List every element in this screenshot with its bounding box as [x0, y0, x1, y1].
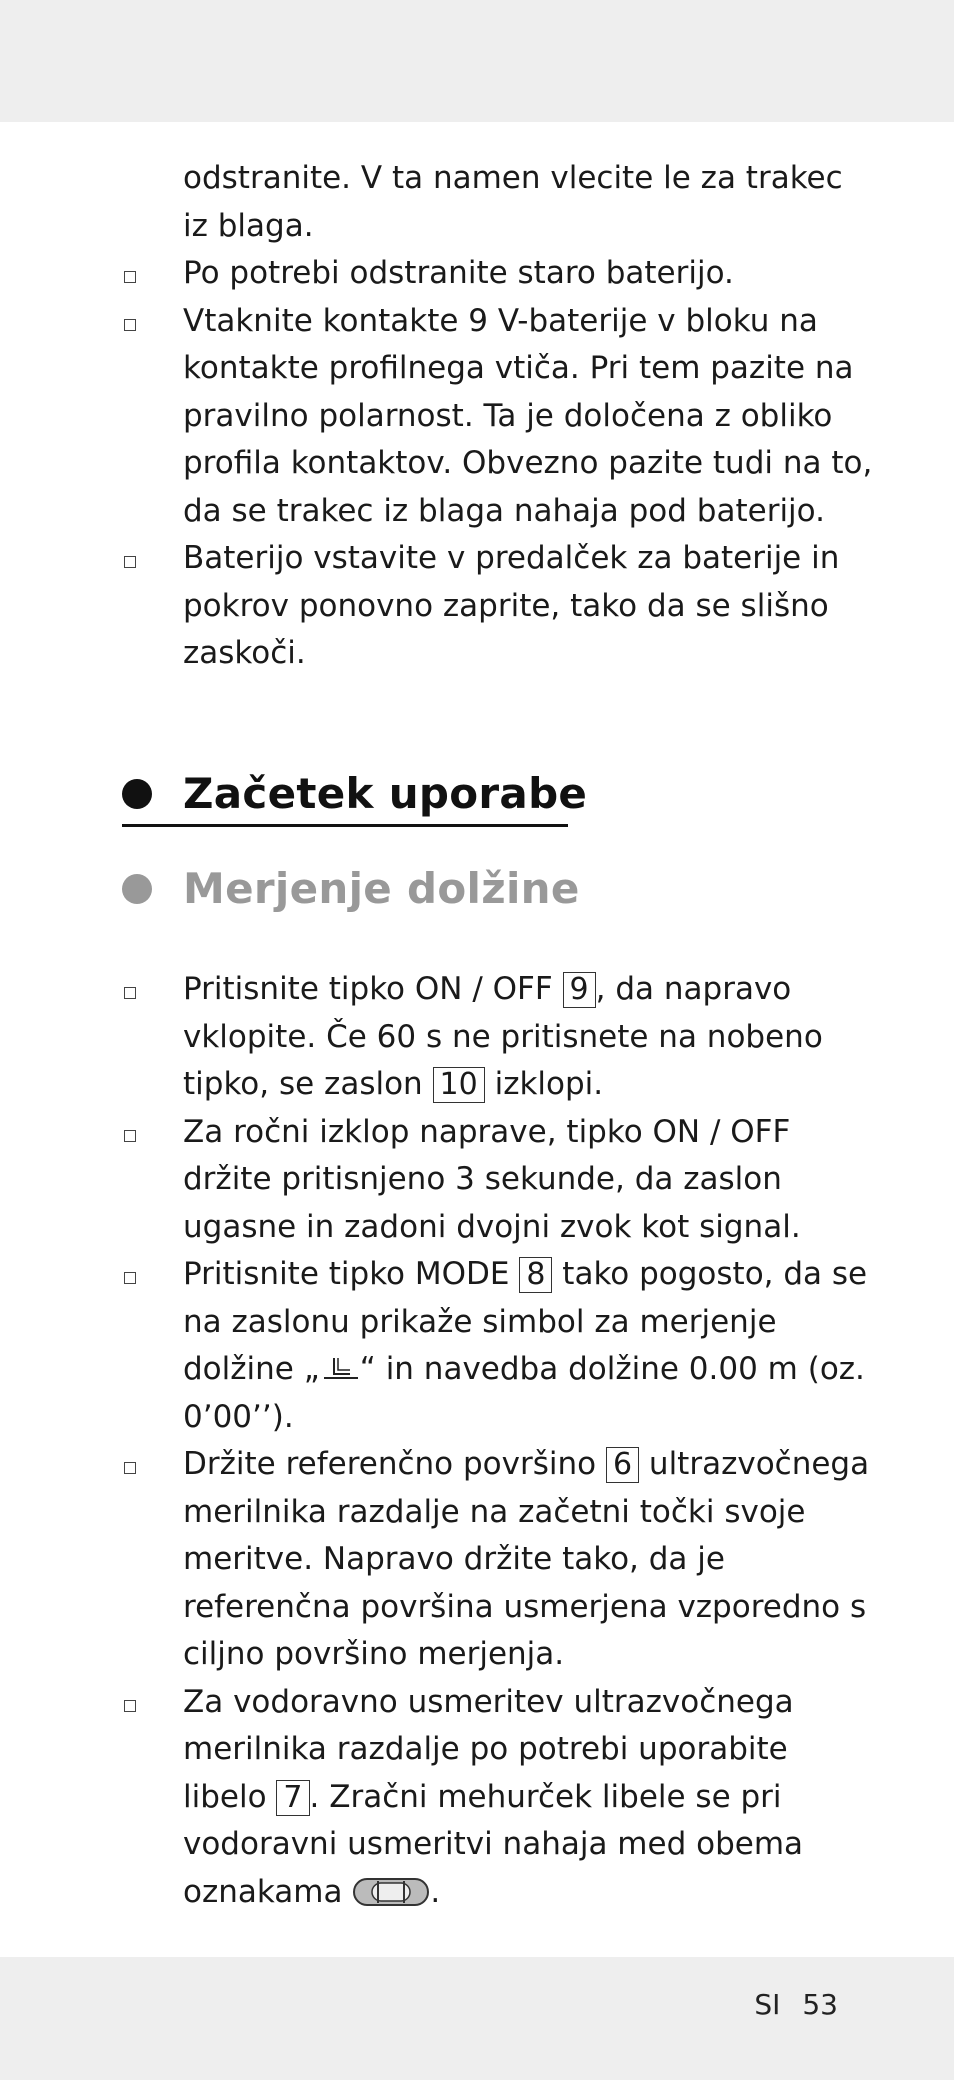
list-item: Pritisnite tipko ON / OFF 9 , da napravo vklopite. Če 60 s ne pritisnete na nobeno tipko, se zaslon 10 izklopi. — [0, 966, 954, 1109]
subsection-heading — [122, 864, 580, 913]
reference-number-9: 9 — [563, 972, 596, 1008]
section-heading — [122, 769, 587, 818]
list-item: Za vodoravno usmeritev ultrazvočnega merilnika razdalje po potrebi uporabite libelo 7 . Zračni mehurček libele se pri vodoravni usmeritvi nahaja med obema oznakama . — [0, 1679, 954, 1917]
list-item: Vtaknite kontakte 9 V-baterije v bloku na kontakte profilnega vtiča. Pri tem pazite na pravilno polarnost. Ta je določena z obliko profila kontaktov. Obvezno pazite tudi na to, da se trakec iz blaga nahaja pod baterijo. — [0, 298, 954, 536]
length-measurement-steps — [0, 966, 954, 1916]
list-item: Baterijo vstavite v predalček za baterije in pokrov ponovno zaprite, tako da se slišno zaskoči. — [0, 535, 954, 678]
page-footer — [754, 1988, 838, 2021]
reference-number-10: 10 — [433, 1067, 485, 1103]
reference-number-6: 6 — [606, 1447, 639, 1483]
subsection-title: Merjenje dolžine — [183, 864, 580, 913]
battery-instructions — [0, 155, 954, 678]
top-margin-band — [0, 0, 954, 122]
checkbox-bullet-icon — [124, 1130, 136, 1142]
checkbox-bullet-icon — [124, 271, 136, 283]
checkbox-bullet-icon — [124, 556, 136, 568]
checkbox-bullet-icon — [124, 1700, 136, 1712]
list-item: Držite referenčno površino 6 ultrazvočnega merilnika razdalje na začetni točki svoje meritve. Napravo držite tako, da je referenčna površina usmerjena vzporedno s ciljno površino merjenja. — [0, 1441, 954, 1679]
reference-number-8: 8 — [519, 1257, 552, 1293]
checkbox-bullet-icon — [124, 319, 136, 331]
checkbox-bullet-icon — [124, 1462, 136, 1474]
bullet-dot-icon — [122, 874, 152, 904]
section-title: Začetek uporabe — [183, 769, 588, 818]
language-code: SI — [754, 1988, 781, 2021]
reference-number-7: 7 — [276, 1780, 309, 1816]
continued-paragraph: odstranite. V ta namen vlecite le za trakec iz blaga. — [183, 160, 843, 244]
checkbox-bullet-icon — [124, 1272, 136, 1284]
length-measurement-icon — [320, 1355, 360, 1383]
checkbox-bullet-icon — [124, 987, 136, 999]
page-number: 53 — [802, 1988, 838, 2021]
list-item: Pritisnite tipko MODE 8 tako pogosto, da se na zaslonu prikaže simbol za merjenje dolžine „ “ in navedba dolžine 0.00 m (oz. 0’00’’). — [0, 1251, 954, 1441]
bullet-dot-icon — [122, 779, 152, 809]
spirit-level-bubble-icon — [352, 1876, 430, 1908]
list-item: Po potrebi odstranite staro baterijo. — [0, 250, 954, 298]
heading-underline — [122, 824, 568, 827]
list-item: Za ročni izklop naprave, tipko ON / OFF držite pritisnjeno 3 sekunde, da zaslon ugasne in zadoni dvojni zvok kot signal. — [0, 1109, 954, 1252]
